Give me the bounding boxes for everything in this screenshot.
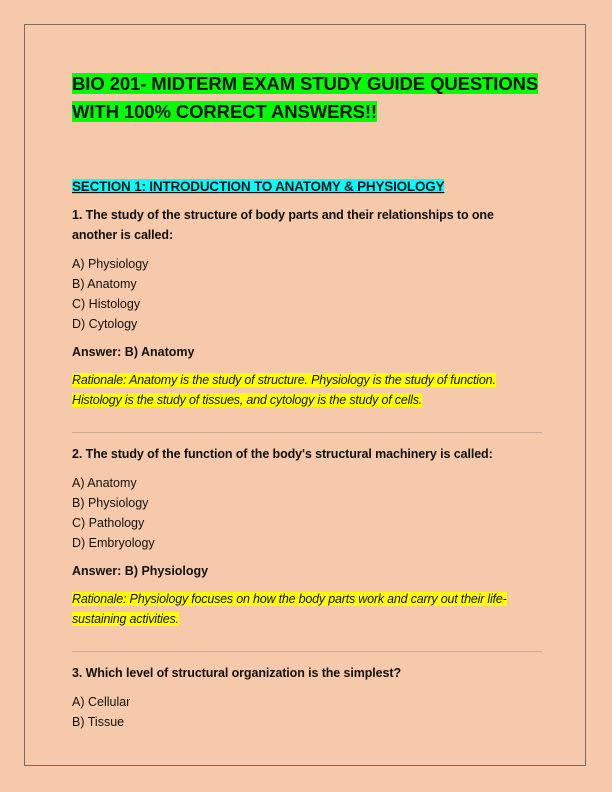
rationale-line: Rationale: Physiology focuses on how the body parts work and carry out their life-	[72, 592, 507, 606]
question-line: 3. Which level of structural organization is the simplest?	[72, 666, 401, 680]
question-block-3	[72, 663, 542, 732]
option-d: D) Embryology	[72, 536, 155, 550]
answer-options	[72, 692, 542, 732]
question-text	[72, 663, 542, 683]
title-line-1: BIO 201- MIDTERM EXAM STUDY GUIDE QUESTIONS	[72, 73, 539, 94]
option-b: B) Tissue	[72, 715, 125, 729]
divider	[72, 651, 542, 652]
question-line: 2. The study of the function of the body's structural machinery is called:	[72, 447, 493, 461]
option-b: B) Anatomy	[72, 277, 137, 291]
document-title	[72, 70, 542, 126]
title-line-2: WITH 100% CORRECT ANSWERS!!	[72, 101, 377, 122]
rationale	[72, 370, 542, 410]
question-block-2	[72, 444, 542, 629]
rationale-line: sustaining activities.	[72, 612, 179, 626]
rationale-line: Histology is the study of tissues, and cytology is the study of cells.	[72, 393, 423, 407]
option-a: A) Physiology	[72, 257, 149, 271]
option-d: D) Cytology	[72, 317, 138, 331]
option-a: A) Cellular	[72, 695, 131, 709]
option-c: C) Histology	[72, 297, 141, 311]
question-line: 1. The study of the structure of body parts and their relationships to one	[72, 208, 494, 222]
question-block-1	[72, 205, 542, 410]
question-line: another is called:	[72, 228, 174, 242]
question-text	[72, 205, 542, 245]
question-text	[72, 444, 542, 464]
document-content	[72, 70, 542, 732]
section-title-text: SECTION 1: INTRODUCTION TO ANATOMY & PHYSIOLOGY	[72, 179, 445, 194]
option-a: A) Anatomy	[72, 476, 137, 490]
rationale	[72, 589, 542, 629]
answer-options	[72, 254, 542, 334]
section-title	[72, 177, 542, 197]
rationale-line: Rationale: Anatomy is the study of structure. Physiology is the study of function.	[72, 373, 496, 387]
option-c: C) Pathology	[72, 516, 145, 530]
divider	[72, 432, 542, 433]
answer-options	[72, 473, 542, 553]
correct-answer: Answer: B) Anatomy	[72, 345, 195, 359]
correct-answer: Answer: B) Physiology	[72, 564, 209, 578]
option-b: B) Physiology	[72, 496, 149, 510]
